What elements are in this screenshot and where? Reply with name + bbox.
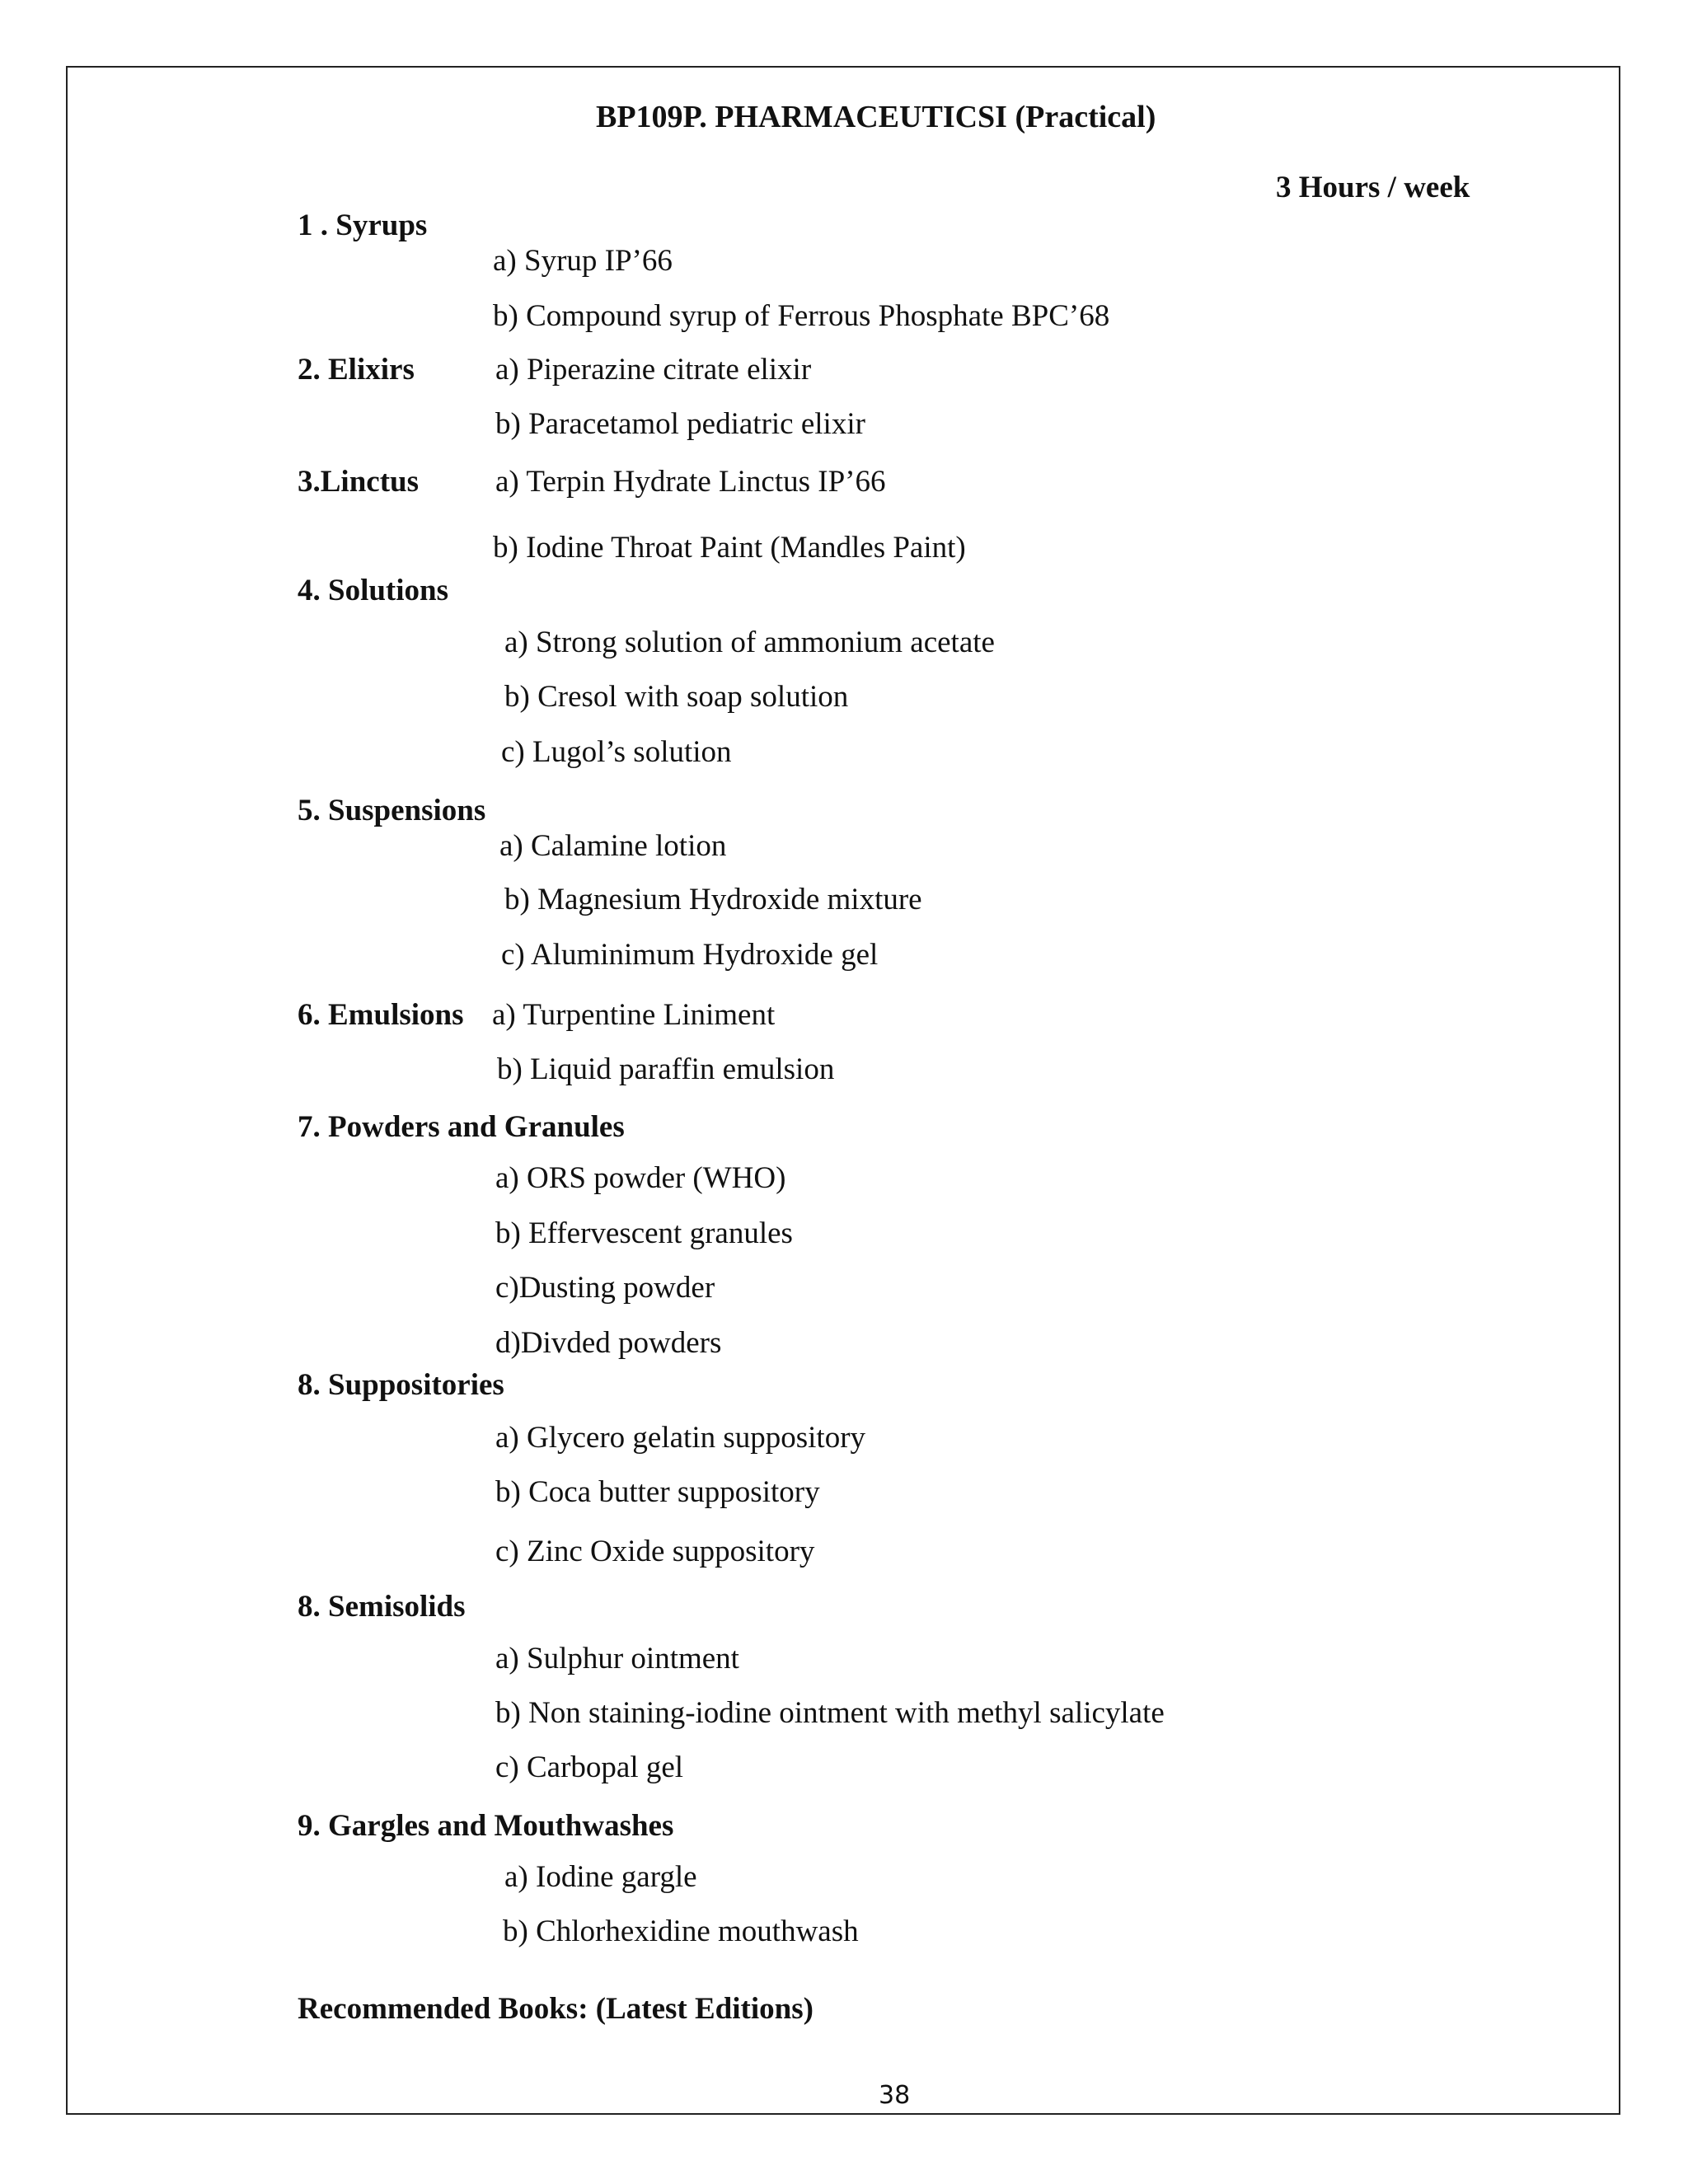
list-item: a) Iodine gargle: [504, 1860, 697, 1894]
section-heading-elixirs: 2. Elixirs: [298, 353, 415, 387]
section-heading-semisolids: 8. Semisolids: [298, 1590, 466, 1624]
list-item: b) Compound syrup of Ferrous Phosphate BPC’68: [493, 299, 1110, 333]
recommended-books-heading: Recommended Books: (Latest Editions): [298, 1992, 814, 2026]
list-item: b) Iodine Throat Paint (Mandles Paint): [493, 531, 966, 565]
list-item: b) Cresol with soap solution: [504, 680, 849, 714]
section-heading-gargles-and-mouthwashes: 9. Gargles and Mouthwashes: [298, 1809, 674, 1843]
list-item: b) Coca butter suppository: [495, 1475, 820, 1509]
page-number: 38: [879, 2081, 911, 2110]
list-item: c)Dusting powder: [495, 1271, 715, 1305]
section-heading-solutions: 4. Solutions: [298, 574, 449, 607]
list-item: a) Piperazine citrate elixir: [495, 353, 812, 387]
list-item: a) ORS powder (WHO): [495, 1161, 786, 1195]
section-heading-suspensions: 5. Suspensions: [298, 794, 486, 827]
list-item: b) Effervescent granules: [495, 1216, 793, 1250]
list-item: b) Magnesium Hydroxide mixture: [504, 883, 922, 916]
section-heading-powders-and-granules: 7. Powders and Granules: [298, 1110, 625, 1144]
list-item: c) Carbopal gel: [495, 1750, 684, 1784]
section-heading-emulsions: 6. Emulsions: [298, 998, 464, 1032]
list-item: c) Zinc Oxide suppository: [495, 1535, 815, 1568]
section-heading-suppositories: 8. Suppositories: [298, 1368, 504, 1402]
list-item: b) Liquid paraffin emulsion: [497, 1052, 835, 1086]
list-item: b) Chlorhexidine mouthwash: [503, 1915, 859, 1948]
list-item: a) Sulphur ointment: [495, 1642, 739, 1675]
hours-per-week: 3 Hours / week: [1276, 171, 1470, 204]
section-heading-linctus: 3.Linctus: [298, 465, 420, 499]
list-item: a) Turpentine Liniment: [492, 998, 776, 1032]
list-item: c) Aluminimum Hydroxide gel: [501, 938, 879, 972]
list-item: a) Strong solution of ammonium acetate: [504, 626, 995, 659]
page-title: BP109P. PHARMACEUTICSI (Practical): [596, 100, 1156, 134]
list-item: b) Paracetamol pediatric elixir: [495, 407, 865, 441]
list-item: c) Lugol’s solution: [501, 735, 732, 769]
list-item: a) Calamine lotion: [499, 829, 727, 863]
section-heading-syrups: 1 . Syrups: [298, 209, 428, 242]
list-item: a) Terpin Hydrate Linctus IP’66: [495, 465, 886, 499]
list-item: a) Glycero gelatin suppository: [495, 1421, 866, 1455]
list-item: a) Syrup IP’66: [493, 244, 673, 278]
list-item: d)Divded powders: [495, 1326, 722, 1360]
list-item: b) Non staining-iodine ointment with methyl salicylate: [495, 1696, 1165, 1730]
